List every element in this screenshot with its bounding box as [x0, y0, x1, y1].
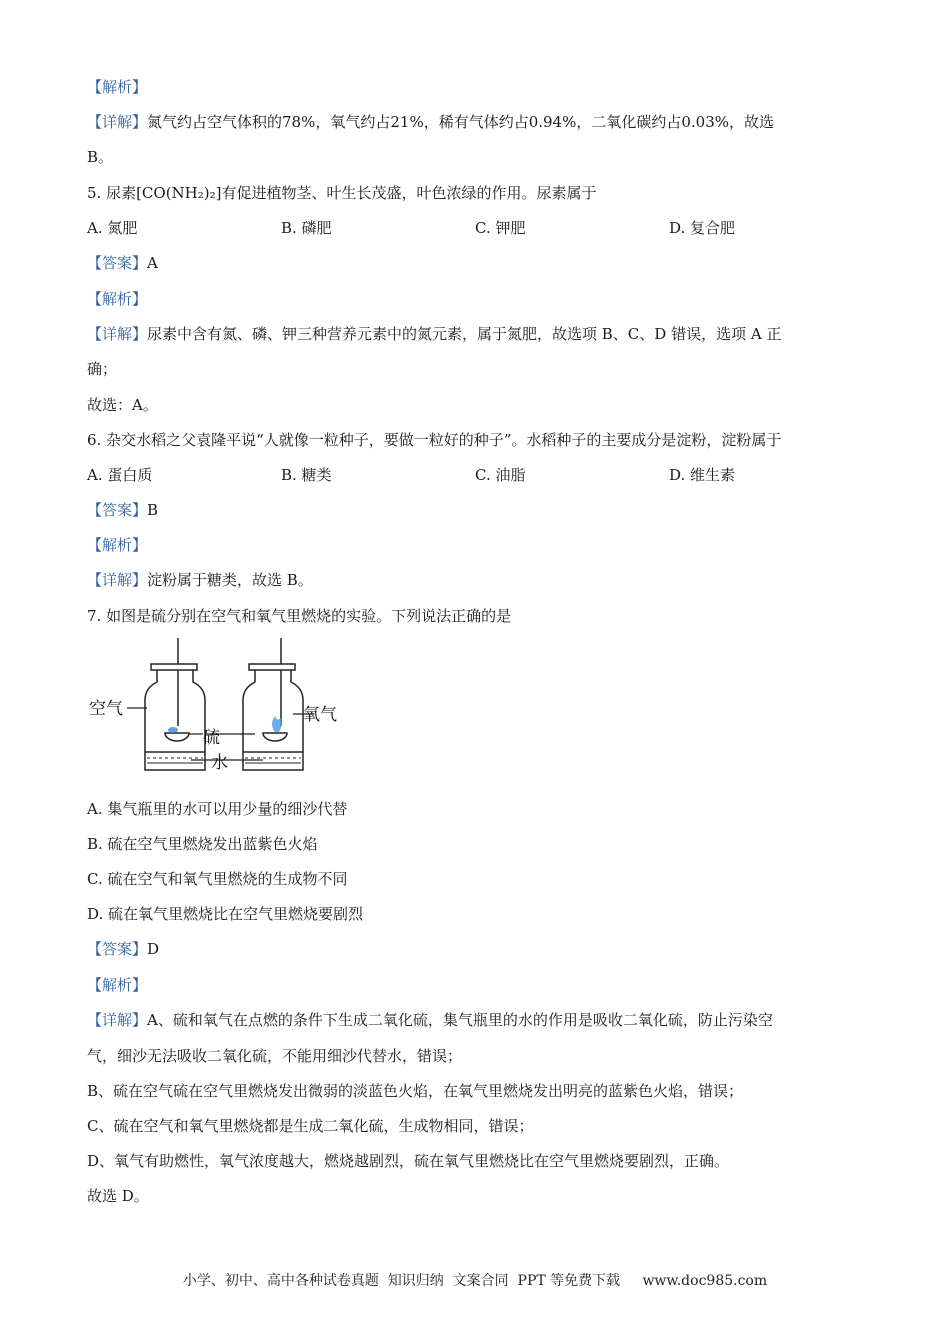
q7-detail: 【详解】A、硫和氧气在点燃的条件下生成二氧化硫，集气瓶里的水的作用是吸收二氧化硫，防止污染空	[87, 1011, 773, 1029]
q5-analysis-tag: 【解析】	[87, 290, 148, 308]
q5-option-d: D. 复合肥	[669, 219, 736, 237]
q5-detail: 【详解】尿素中含有氮、磷、钾三种营养元素中的氮元素，属于氮肥，故选项 B、C、D 错误，选项 A 正	[87, 325, 782, 343]
q6-option-b: B. 糖类	[281, 466, 332, 484]
q6-stem: 6. 杂交水稻之父袁隆平说“人就像一粒种子，要做一粒好的种子”。水稻种子的主要成分是淀粉，淀粉属于	[87, 431, 782, 449]
q6-option-c: C. 油脂	[475, 466, 526, 484]
flame-air	[168, 727, 178, 733]
q7-conclusion: 故选 D。	[87, 1187, 149, 1205]
q4-detail: 【详解】氮气约占空气体积的78%，氧气约占21%，稀有气体约占0.94%，二氧化碳约占0.03%，故选	[87, 113, 775, 131]
q5-option-c: C. 钾肥	[475, 219, 526, 237]
q4-analysis-tag: 【解析】	[87, 78, 148, 96]
q7-option-b: B. 硫在空气里燃烧发出蓝紫色火焰	[87, 835, 318, 853]
q6-option-a: A. 蛋白质	[87, 466, 153, 484]
q5-detail-cont: 确；	[87, 360, 118, 378]
label-sulfur: 硫	[203, 728, 220, 748]
q5-option-a: A. 氮肥	[87, 219, 138, 237]
q7-detail-2: 气，细沙无法吸收二氧化硫，不能用细沙代替水，错误；	[87, 1047, 463, 1065]
q6-option-d: D. 维生素	[669, 466, 736, 484]
air-bottle	[145, 638, 205, 770]
q7-detail-4: C、硫在空气和氧气里燃烧都是生成二氧化硫，生成物相同，错误；	[87, 1117, 534, 1135]
q5-answer: 【答案】A	[87, 254, 158, 272]
q4-detail-cont: B。	[87, 148, 114, 166]
label-water: 水	[211, 753, 228, 773]
q7-option-a: A. 集气瓶里的水可以用少量的细沙代替	[87, 800, 348, 818]
q7-analysis-tag: 【解析】	[87, 976, 148, 994]
q7-answer: 【答案】D	[87, 940, 160, 958]
page-footer: 小学、初中、高中各种试卷真题 知识归纳 文案合同 PPT 等免费下载 www.doc985.com	[182, 1273, 768, 1289]
q7-option-d: D. 硫在氧气里燃烧比在空气里燃烧要剧烈	[87, 905, 364, 923]
oxygen-bottle	[243, 638, 303, 770]
q5-stem: 5. 尿素[CO(NH₂)₂]有促进植物茎、叶生长茂盛，叶色浓绿的作用。尿素属于	[87, 184, 597, 202]
q6-answer: 【答案】B	[87, 501, 159, 519]
flame-oxygen	[272, 716, 282, 732]
sulfur-combustion-figure	[85, 638, 355, 778]
label-air: 空气	[89, 699, 123, 719]
q5-conclusion: 故选：A。	[87, 396, 158, 414]
q6-detail: 【详解】淀粉属于糖类，故选 B。	[87, 571, 313, 589]
q7-option-c: C. 硫在空气和氧气里燃烧的生成物不同	[87, 870, 348, 888]
q7-detail-3: B、硫在空气硫在空气里燃烧发出微弱的淡蓝色火焰，在氧气里燃烧发出明亮的蓝紫色火焰，错误；	[87, 1082, 744, 1100]
q7-stem: 7. 如图是硫分别在空气和氧气里燃烧的实验。下列说法正确的是	[87, 607, 512, 625]
q5-option-b: B. 磷肥	[281, 219, 332, 237]
q7-detail-5: D、氧气有助燃性，氧气浓度越大，燃烧越剧烈，硫在氧气里燃烧比在空气里燃烧要剧烈，正确。	[87, 1152, 730, 1170]
label-oxygen: 氧气	[303, 705, 337, 725]
q6-analysis-tag: 【解析】	[87, 536, 148, 554]
